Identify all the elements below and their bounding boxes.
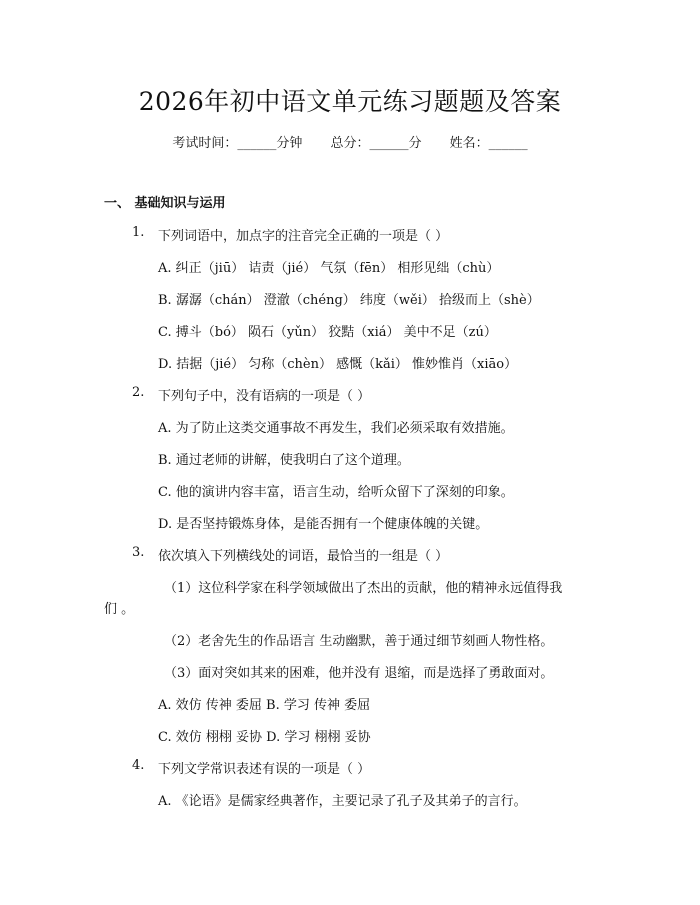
exam-meta xyxy=(0,132,700,151)
question-2-stem: 下列句子中，没有语病的一项是（ ） xyxy=(158,389,371,404)
question-2 xyxy=(132,385,144,400)
page-title: 2026年初中语文单元练习题题及答案 xyxy=(138,87,562,116)
option-b: B. 潺潺（chán） 澄澈（chéng） 纬度（wěi） 拾级而上（shè） xyxy=(158,293,540,308)
sentence-2: （2）老舍先生的作品语言 生动幽默，善于通过细节刻画人物性格。 xyxy=(164,634,554,649)
option-c: C. 搏斗（bó） 陨石（yǔn） 狡黠（xiá） 美中不足（zú） xyxy=(158,325,497,340)
student-name: 姓名：______ xyxy=(449,136,528,151)
sentence-3: （3）面对突如其来的困难，他并没有 退缩，而是选择了勇敢面对。 xyxy=(164,666,554,681)
question-4-stem: 下列文学常识表述有误的一项是（ ） xyxy=(158,762,371,777)
section-heading: 一、 基础知识与运用 xyxy=(104,196,226,211)
question-number: 3. xyxy=(132,545,145,560)
option-a: A. 为了防止这类交通事故不再发生，我们必须采取有效措施。 xyxy=(158,421,514,436)
option-b: B. 通过老师的讲解，使我明白了这个道理。 xyxy=(158,453,410,468)
option-d: D. 是否坚持锻炼身体，是能否拥有一个健康体魄的关键。 xyxy=(158,517,489,532)
exam-time: 考试时间：______分钟 xyxy=(172,136,303,151)
question-3-stem: 依次填入下列横线处的词语，最恰当的一组是（ ） xyxy=(158,549,449,564)
sentence-1-continued: 们 。 xyxy=(104,602,135,617)
option-a: A. 纠正（jiū） 诘责（jié） 气氛（fēn） 相形见绌（chù） xyxy=(158,261,500,276)
question-3 xyxy=(132,545,144,560)
sentence-1: （1）这位科学家在科学领域做出了杰出的贡献，他的精神永远值得我 xyxy=(164,581,563,596)
question-1 xyxy=(132,225,144,240)
option-d: D. 拮据（jié） 匀称（chèn） 感慨（kǎi） 惟妙惟肖（xiāo） xyxy=(158,357,518,372)
option-c: C. 他的演讲内容丰富，语言生动，给听众留下了深刻的印象。 xyxy=(158,485,514,500)
question-1-stem: 下列词语中，加点字的注音完全正确的一项是（ ） xyxy=(158,229,449,244)
option-a: A. 《论语》是儒家经典著作，主要记录了孔子及其弟子的言行。 xyxy=(158,794,527,809)
question-number: 1. xyxy=(132,225,145,240)
exam-score: 总分：______分 xyxy=(330,136,422,151)
question-number: 2. xyxy=(132,385,145,400)
options-cd: C. 效仿 栩栩 妥协 D. 学习 栩栩 妥协 xyxy=(158,730,371,745)
question-number: 4. xyxy=(132,758,145,773)
question-4 xyxy=(132,758,144,773)
options-ab: A. 效仿 传神 委屈 B. 学习 传神 委屈 xyxy=(158,698,371,713)
